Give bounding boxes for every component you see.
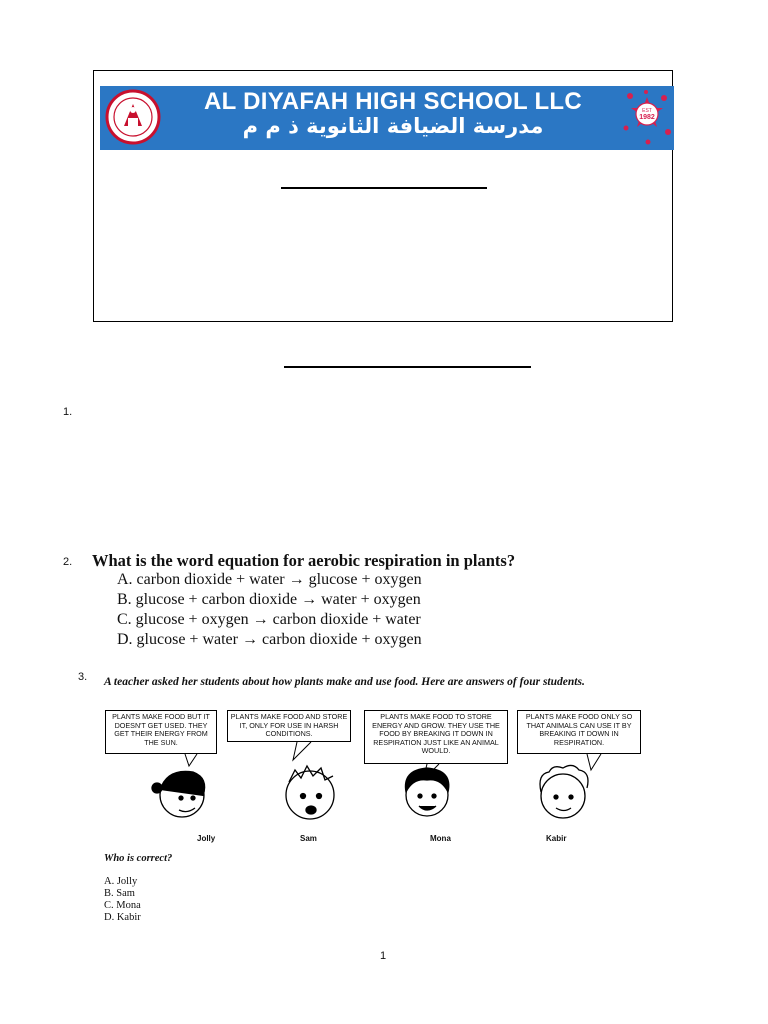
jolly-face-icon [152, 771, 205, 817]
question-3-subquestion: Who is correct? [104, 853, 173, 864]
question-2-number: 2. [63, 556, 73, 568]
title-blank-line [284, 366, 531, 368]
sam-face-icon [286, 766, 334, 819]
svg-text:EST: EST [642, 108, 652, 114]
question-2-option-d: D. glucose + water → carbon dioxide + oxygen [117, 631, 422, 648]
question-2-option-c: C. glucose + oxygen → carbon dioxide + water [117, 611, 421, 628]
header-blank-line [281, 187, 487, 189]
question-2-title: What is the word equation for aerobic respiration in plants? [92, 551, 516, 570]
student-name-mona: Mona [430, 834, 451, 843]
question-3-option-b: B. Sam [104, 888, 135, 899]
question-1-number: 1. [63, 406, 73, 418]
school-crest-logo [104, 88, 162, 146]
speech-bubble-kabir: PLANTS MAKE FOOD ONLY SO THAT ANIMALS CAN USE IT BY BREAKING IT DOWN IN RESPIRATION. [517, 710, 641, 754]
student-name-jolly: Jolly [197, 834, 216, 843]
speech-bubble-mona: PLANTS MAKE FOOD TO STORE ENERGY AND GROW. THEY USE THE FOOD BY BREAKING IT DOWN IN RESPIRATION JUST LIKE AN ANIMAL WOULD. [364, 710, 508, 764]
school-name-arabic: مدرسة الضيافة الثانوية ذ م م [242, 114, 544, 138]
question-3-number: 3. [78, 671, 88, 683]
students-illustration [97, 740, 675, 840]
question-3-prompt: A teacher asked her students about how plants make and use food. Here are answers of four students. [104, 676, 585, 688]
kabir-face-icon [540, 765, 588, 818]
question-2-option-b: B. glucose + carbon dioxide → water + oxygen [117, 591, 421, 608]
student-name-kabir: Kabir [546, 834, 567, 843]
student-name-sam: Sam [300, 834, 317, 843]
page-number: 1 [380, 950, 387, 962]
est-badge-logo [620, 88, 674, 146]
question-3-option-c: C. Mona [104, 900, 141, 911]
question-3-option-d: D. Kabir [104, 912, 141, 923]
question-3-option-a: A. Jolly [104, 876, 138, 887]
svg-text:1982: 1982 [639, 114, 655, 121]
speech-bubble-sam: PLANTS MAKE FOOD AND STORE IT, ONLY FOR USE IN HARSH CONDITIONS. [227, 710, 351, 742]
mona-face-icon [405, 768, 448, 816]
question-2-option-a: A. carbon dioxide + water → glucose + oxygen [117, 571, 422, 588]
school-name-english: AL DIYAFAH HIGH SCHOOL LLC [203, 88, 583, 115]
speech-bubble-jolly: PLANTS MAKE FOOD BUT IT DOESN'T GET USED. THEY GET THEIR ENERGY FROM THE SUN. [105, 710, 217, 754]
